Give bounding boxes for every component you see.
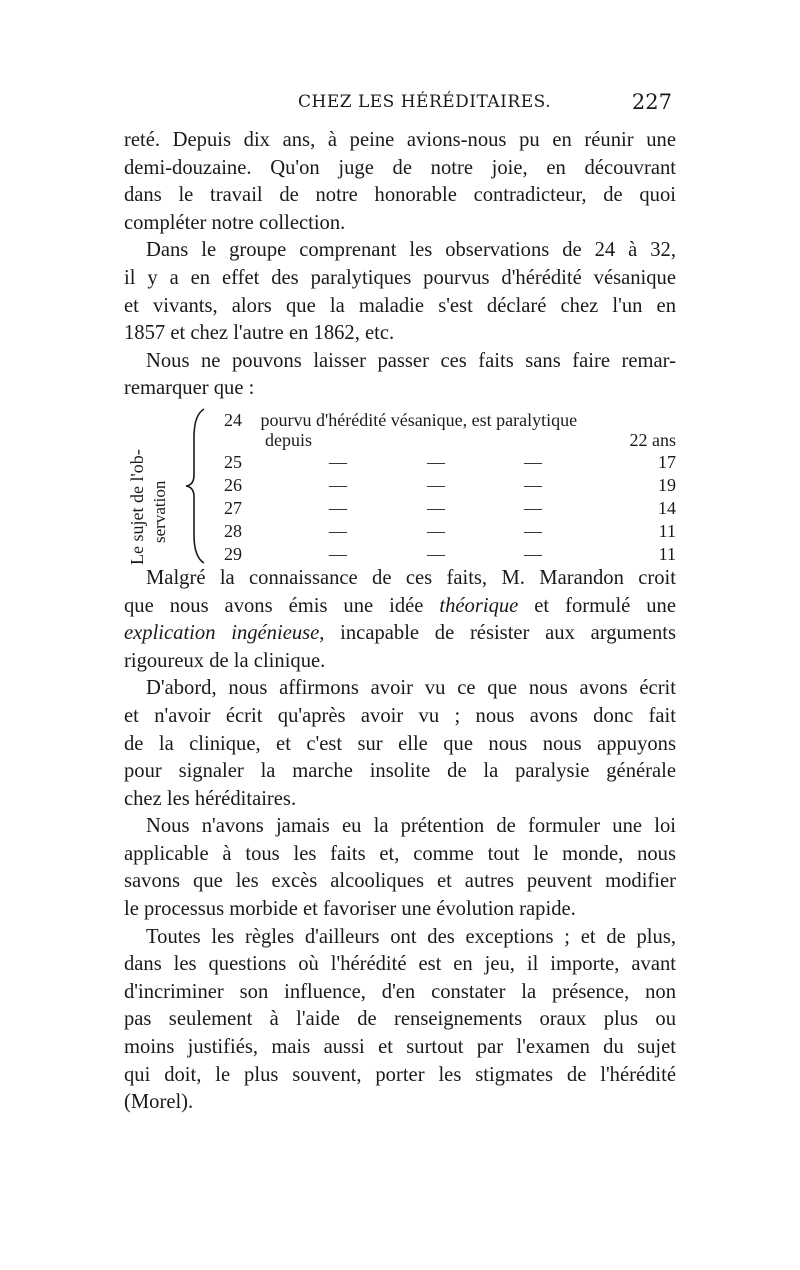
text-line: pour signaler la marche insolite de la paralysie générale: [124, 760, 676, 783]
text-line: chez les héréditaires.: [124, 787, 297, 810]
text-line: compléter notre collection.: [124, 211, 346, 234]
text-line: remarquer que :: [124, 377, 255, 400]
row-years: 11: [658, 543, 676, 564]
ditto-dash: —: [524, 474, 542, 495]
running-title: CHEZ LES HÉRÉDITAIRES.: [298, 92, 552, 112]
text-line: savons que les excès alcooliques et autres peuvent modifier: [124, 870, 676, 893]
text-line: pas seulement à l'aide de renseignements oraux plus ou: [124, 1008, 676, 1031]
page-number: 227: [631, 90, 672, 114]
row-years: 11: [658, 520, 676, 541]
page-header: [0, 92, 800, 122]
header-depuis: depuis: [265, 429, 312, 450]
text-line: demi-douzaine. Qu'on juge de notre joie, en découvrant: [124, 156, 676, 179]
text-line: D'abord, nous affirmons avoir vu ce que nous avons écrit: [146, 677, 676, 700]
ditto-dash: —: [427, 474, 445, 495]
paragraph-2: [124, 237, 676, 347]
text-line: Nous n'avons jamais eu la prétention de formuler une loi: [146, 815, 676, 838]
row-years: 14: [658, 497, 676, 518]
row-number: 28: [224, 520, 242, 541]
ditto-dash: —: [329, 543, 347, 564]
ditto-dash: —: [427, 451, 445, 472]
ditto-dash: —: [329, 474, 347, 495]
paragraph-7: [124, 924, 676, 1117]
text-span: et formulé une: [518, 594, 676, 617]
ditto-dash: —: [524, 497, 542, 518]
side-label-2: servation: [150, 480, 169, 543]
text-line: et n'avoir écrit qu'après avoir vu ; nous avons donc fait: [124, 704, 676, 727]
text-line: rigoureux de la clinique.: [124, 649, 326, 672]
row-years: 17: [658, 451, 676, 472]
header-age: 22 ans: [629, 429, 676, 450]
paragraph-6: [124, 813, 676, 923]
text-line: [124, 620, 676, 648]
text-line: il y a en effet des paralytiques pourvus d'hérédité vésanique: [124, 266, 676, 289]
text-line: [124, 593, 676, 621]
text-line: Dans le groupe comprenant les observations de 24 à 32,: [146, 239, 676, 262]
ditto-dash: —: [329, 520, 347, 541]
text-span: , incapable de résister aux arguments: [319, 622, 676, 645]
page-body: [124, 127, 676, 1117]
paragraph-3: [124, 348, 676, 403]
paragraph-1: [124, 127, 676, 237]
ditto-dash: —: [427, 497, 445, 518]
emphasis: explication ingénieuse: [124, 622, 320, 645]
text-line: applicable à tous les faits et, comme tout le monde, nous: [124, 842, 676, 865]
row-number: 29: [224, 543, 242, 564]
row-number: 27: [224, 497, 242, 518]
observation-table: [124, 407, 676, 565]
ditto-dash: —: [524, 543, 542, 564]
text-span: que nous avons émis une idée: [124, 594, 440, 617]
brace: [180, 407, 210, 565]
first-number: 24: [224, 409, 242, 430]
ditto-dash: —: [524, 520, 542, 541]
text-line: de la clinique, et c'est sur elle que nous nous appuyons: [124, 732, 676, 755]
ditto-dash: —: [427, 543, 445, 564]
row-number: 25: [224, 451, 242, 472]
header-text: pourvu d'hérédité vésanique, est paralytique: [260, 409, 578, 430]
text-line: qui doit, le plus souvent, porter les stigmates de l'hérédité: [124, 1063, 676, 1086]
ditto-dash: —: [427, 520, 445, 541]
row-number: 26: [224, 474, 242, 495]
ditto-dash: —: [329, 451, 347, 472]
text-line: (Morel).: [124, 1091, 194, 1114]
paragraph-4: [124, 565, 676, 675]
text-line: reté. Depuis dix ans, à peine avions-nous pu en réunir une: [124, 129, 676, 151]
row-years: 19: [658, 474, 676, 495]
text-line: 1857 et chez l'autre en 1862, etc.: [124, 322, 395, 345]
paragraph-5: [124, 675, 676, 813]
text-line: le processus morbide et favoriser une évolution rapide.: [124, 898, 576, 921]
text-line: Nous ne pouvons laisser passer ces faits sans faire remar-: [146, 349, 676, 372]
text-line: moins justifiés, mais aussi et surtout par l'examen du sujet: [124, 1036, 676, 1059]
side-label-1: Le sujet de l'ob-: [127, 449, 147, 565]
emphasis: théorique: [439, 594, 519, 617]
text-line: Toutes les règles d'ailleurs ont des exceptions ; et de plus,: [146, 925, 676, 948]
text-line: Malgré la connaissance de ces faits, M. Marandon croit: [146, 566, 676, 589]
text-line: et vivants, alors que la maladie s'est déclaré chez l'un en: [124, 294, 676, 317]
text-line: d'incriminer son influence, d'en constater la présence, non: [124, 980, 676, 1003]
ditto-dash: —: [524, 451, 542, 472]
ditto-dash: —: [329, 497, 347, 518]
text-line: dans le travail de notre honorable contradicteur, de quoi: [124, 184, 676, 207]
text-line: dans les questions où l'hérédité est en jeu, il importe, avant: [124, 953, 676, 976]
